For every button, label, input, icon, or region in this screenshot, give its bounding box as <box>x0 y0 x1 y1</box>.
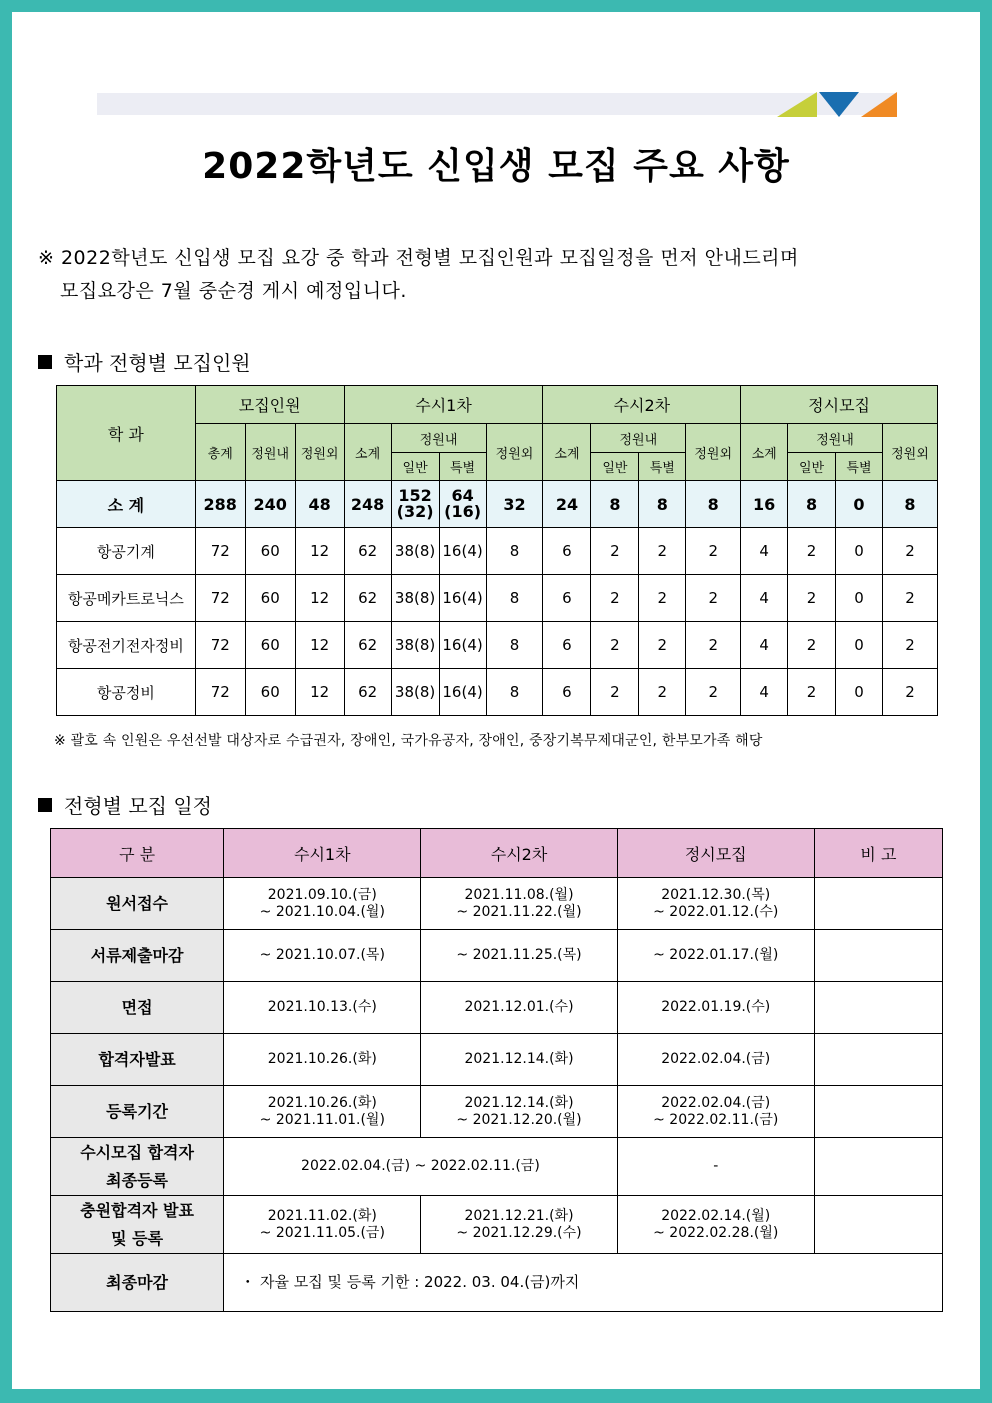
cell: 24 <box>543 481 591 528</box>
cell: 2022.02.04.(금) <box>617 1034 814 1086</box>
cell-line: 2021.12.21.(화) <box>464 1207 574 1224</box>
cell: 12 <box>295 622 344 669</box>
row-label <box>51 1196 224 1254</box>
header-in: 정원내 <box>788 424 883 453</box>
cell: 2 <box>882 528 937 575</box>
cell: ~ 2022.01.17.(월) <box>617 930 814 982</box>
cell-line: 2021.12.14.(화) <box>464 1094 574 1111</box>
cell: 60 <box>245 528 295 575</box>
table-row-registration <box>51 1086 943 1138</box>
cell: 2 <box>639 622 686 669</box>
cell: 38(8) <box>391 575 439 622</box>
schedule-table <box>50 828 943 1312</box>
header-general: 일반 <box>591 453 639 481</box>
cell: 4 <box>741 528 788 575</box>
table-row-announcement <box>51 1034 943 1086</box>
cell: 62 <box>344 528 391 575</box>
cell-line: ~ 2022.02.11.(금) <box>653 1111 779 1128</box>
cell: 16(4) <box>439 669 486 716</box>
cell: 32 <box>486 481 543 528</box>
header-in: 정원내 <box>391 424 486 453</box>
cell: 60 <box>245 669 295 716</box>
cell: 8 <box>591 481 639 528</box>
table-row-additional <box>51 1196 943 1254</box>
cell: 6 <box>543 669 591 716</box>
section-2-heading <box>38 790 212 819</box>
table-row-interview <box>51 982 943 1034</box>
cell: 72 <box>195 575 245 622</box>
cell: 16(4) <box>439 575 486 622</box>
cell: 2 <box>788 622 836 669</box>
cell-line: ~ 2021.10.04.(월) <box>259 903 385 920</box>
notice <box>38 242 799 308</box>
cell: 2021.10.26.(화) <box>224 1034 421 1086</box>
cell: 6 <box>543 528 591 575</box>
cell: 38(8) <box>391 528 439 575</box>
document-page <box>12 12 980 1389</box>
row-label: 원서접수 <box>51 878 224 930</box>
row-name: 항공기계 <box>57 528 196 575</box>
cell: 2 <box>591 669 639 716</box>
cell-line: 2022.02.14.(월) <box>661 1207 771 1224</box>
header-dept: 학 과 <box>57 386 196 481</box>
table-row <box>57 669 938 716</box>
row-label: 면접 <box>51 982 224 1034</box>
cell: 2021.10.13.(수) <box>224 982 421 1034</box>
cell: 2021.12.01.(수) <box>421 982 617 1034</box>
row-label-line: 충원합격자 발표 <box>80 1200 194 1220</box>
header-out: 정원외 <box>295 424 344 481</box>
cell-value-paren: (16) <box>444 502 482 521</box>
cell <box>391 481 439 528</box>
table-row-documents <box>51 930 943 982</box>
cell: 8 <box>486 528 543 575</box>
cell: 72 <box>195 622 245 669</box>
row-label: 최종마감 <box>51 1254 224 1312</box>
row-label: 합격자발표 <box>51 1034 224 1086</box>
cell: 2 <box>788 669 836 716</box>
header-special: 특별 <box>639 453 686 481</box>
cell: 0 <box>836 622 883 669</box>
notice-line-2: 모집요강은 7월 중순경 게시 예정입니다. <box>60 280 407 302</box>
cell: 8 <box>486 575 543 622</box>
cell-line: ~ 2022.02.28.(월) <box>653 1224 779 1241</box>
cell: 6 <box>543 622 591 669</box>
header-group-jeongsi: 정시모집 <box>741 386 938 424</box>
cell: 4 <box>741 669 788 716</box>
row-name: 항공메카트로닉스 <box>57 575 196 622</box>
cell: 38(8) <box>391 669 439 716</box>
cell: 12 <box>295 528 344 575</box>
cell <box>617 1086 814 1138</box>
cell-line: 2021.09.10.(금) <box>267 886 377 903</box>
header-subtotal: 소계 <box>344 424 391 481</box>
row-label <box>51 1138 224 1196</box>
header-special: 특별 <box>439 453 486 481</box>
header-group-susi1: 수시1차 <box>344 386 543 424</box>
row-name: 항공정비 <box>57 669 196 716</box>
cell-line: 2022.02.04.(금) <box>661 1094 771 1111</box>
header-total: 총계 <box>195 424 245 481</box>
cell-line: 2021.12.30.(목) <box>661 886 771 903</box>
cell <box>421 1196 617 1254</box>
row-label-line: 수시모집 합격자 <box>80 1142 194 1162</box>
cell <box>617 878 814 930</box>
cell-remarks <box>814 1196 942 1254</box>
cell: 62 <box>344 622 391 669</box>
cell: 2 <box>639 575 686 622</box>
header-decoration <box>777 92 897 118</box>
square-bullet-icon <box>38 355 52 369</box>
header-category: 구 분 <box>51 829 224 878</box>
cell-line: 2021.11.08.(월) <box>464 886 574 903</box>
page-title: 2022학년도 신입생 모집 주요 사항 <box>202 146 790 187</box>
cell-value: 64 <box>451 486 474 505</box>
cell: 0 <box>836 481 883 528</box>
header-general: 일반 <box>391 453 439 481</box>
cell-value: 152 <box>398 486 432 505</box>
cell: 240 <box>245 481 295 528</box>
cell: 60 <box>245 575 295 622</box>
cell: 8 <box>486 622 543 669</box>
cell: 2022.01.19.(수) <box>617 982 814 1034</box>
cell: 8 <box>882 481 937 528</box>
cell: - <box>617 1138 814 1196</box>
header-susi2: 수시2차 <box>421 829 617 878</box>
cell: 2 <box>639 528 686 575</box>
row-name: 항공전기전자정비 <box>57 622 196 669</box>
cell: 2 <box>686 528 741 575</box>
row-label: 서류제출마감 <box>51 930 224 982</box>
cell-remarks <box>814 1138 942 1196</box>
header-group-susi2: 수시2차 <box>543 386 741 424</box>
cell: 288 <box>195 481 245 528</box>
cell: 248 <box>344 481 391 528</box>
cell: ~ 2021.10.07.(목) <box>224 930 421 982</box>
cell-line: 2021.11.02.(화) <box>267 1207 377 1224</box>
section-1-title: 학과 전형별 모집인원 <box>64 351 251 375</box>
cell <box>224 1086 421 1138</box>
cell-remarks <box>814 930 942 982</box>
cell <box>617 1196 814 1254</box>
table-row-deadline <box>51 1254 943 1312</box>
header-group-total: 모집인원 <box>195 386 344 424</box>
notice-line-1: ※ 2022학년도 신입생 모집 요강 중 학과 전형별 모집인원과 모집일정을 먼저 안내드리며 <box>38 247 799 269</box>
section-2-title: 전형별 모집 일정 <box>64 794 212 818</box>
cell-line: ~ 2022.01.12.(수) <box>653 903 779 920</box>
cell <box>224 878 421 930</box>
header-special: 특별 <box>836 453 883 481</box>
header-out: 정원외 <box>686 424 741 481</box>
table-row-subtotal <box>57 481 938 528</box>
header-in: 정원내 <box>591 424 686 453</box>
section-1-heading <box>38 347 251 376</box>
cell-line: ~ 2021.11.05.(금) <box>259 1224 385 1241</box>
cell: 2 <box>639 669 686 716</box>
cell-deadline: ・ 자율 모집 및 등록 기한 : 2022. 03. 04.(금)까지 <box>224 1254 943 1312</box>
cell: 12 <box>295 669 344 716</box>
header-out: 정원외 <box>882 424 937 481</box>
row-label: 등록기간 <box>51 1086 224 1138</box>
table-row-application <box>51 878 943 930</box>
quota-footnote: ※ 괄호 속 인원은 우선선발 대상자로 수급권자, 장애인, 국가유공자, 장애인, 중장기복무제대군인, 한부모가족 해당 <box>54 733 763 749</box>
cell: 4 <box>741 575 788 622</box>
header-susi1: 수시1차 <box>224 829 421 878</box>
cell-remarks <box>814 1086 942 1138</box>
cell: ~ 2021.11.25.(목) <box>421 930 617 982</box>
cell: 2 <box>882 622 937 669</box>
cell <box>421 878 617 930</box>
cell: 2022.02.04.(금) ~ 2022.02.11.(금) <box>224 1138 617 1196</box>
cell: 0 <box>836 528 883 575</box>
header-remarks: 비 고 <box>814 829 942 878</box>
cell: 4 <box>741 622 788 669</box>
cell-line: ~ 2021.12.20.(월) <box>456 1111 582 1128</box>
cell: 60 <box>245 622 295 669</box>
cell <box>421 1086 617 1138</box>
cell: 2 <box>882 669 937 716</box>
cell: 8 <box>788 481 836 528</box>
cell: 72 <box>195 528 245 575</box>
cell: 2 <box>686 622 741 669</box>
cell: 16(4) <box>439 622 486 669</box>
square-bullet-icon <box>38 798 52 812</box>
cell: 2 <box>788 528 836 575</box>
header-in: 정원내 <box>245 424 295 481</box>
cell-remarks <box>814 982 942 1034</box>
cell <box>439 481 486 528</box>
cell: 62 <box>344 669 391 716</box>
table-row <box>57 622 938 669</box>
cell-remarks <box>814 878 942 930</box>
quota-table <box>56 385 938 716</box>
header-subtotal: 소계 <box>543 424 591 481</box>
cell-line: 2021.10.26.(화) <box>267 1094 377 1111</box>
header-jeongsi: 정시모집 <box>617 829 814 878</box>
cell-value-paren: (32) <box>396 502 434 521</box>
cell: 2 <box>686 669 741 716</box>
table-row <box>57 575 938 622</box>
cell: 8 <box>686 481 741 528</box>
cell: 0 <box>836 669 883 716</box>
cell: 38(8) <box>391 622 439 669</box>
row-name: 소 계 <box>57 481 196 528</box>
cell: 72 <box>195 669 245 716</box>
cell: 16(4) <box>439 528 486 575</box>
cell: 16 <box>741 481 788 528</box>
table-row-final-registration <box>51 1138 943 1196</box>
cell: 2 <box>882 575 937 622</box>
cell: 8 <box>486 669 543 716</box>
table-row <box>57 528 938 575</box>
cell: 2021.12.14.(화) <box>421 1034 617 1086</box>
cell-line: ~ 2021.11.01.(월) <box>259 1111 385 1128</box>
cell: 2 <box>591 528 639 575</box>
header-out: 정원외 <box>486 424 543 481</box>
cell-remarks <box>814 1034 942 1086</box>
cell: 6 <box>543 575 591 622</box>
cell: 2 <box>591 575 639 622</box>
row-label-line: 및 등록 <box>111 1228 164 1248</box>
cell: 48 <box>295 481 344 528</box>
row-label-line: 최종등록 <box>106 1170 168 1190</box>
cell <box>224 1196 421 1254</box>
cell: 2 <box>591 622 639 669</box>
cell: 0 <box>836 575 883 622</box>
header-subtotal: 소계 <box>741 424 788 481</box>
header-general: 일반 <box>788 453 836 481</box>
cell-line: ~ 2021.12.29.(수) <box>456 1224 582 1241</box>
cell: 2 <box>686 575 741 622</box>
cell: 12 <box>295 575 344 622</box>
cell-line: ~ 2021.11.22.(월) <box>456 903 582 920</box>
cell: 2 <box>788 575 836 622</box>
cell: 62 <box>344 575 391 622</box>
cell: 8 <box>639 481 686 528</box>
